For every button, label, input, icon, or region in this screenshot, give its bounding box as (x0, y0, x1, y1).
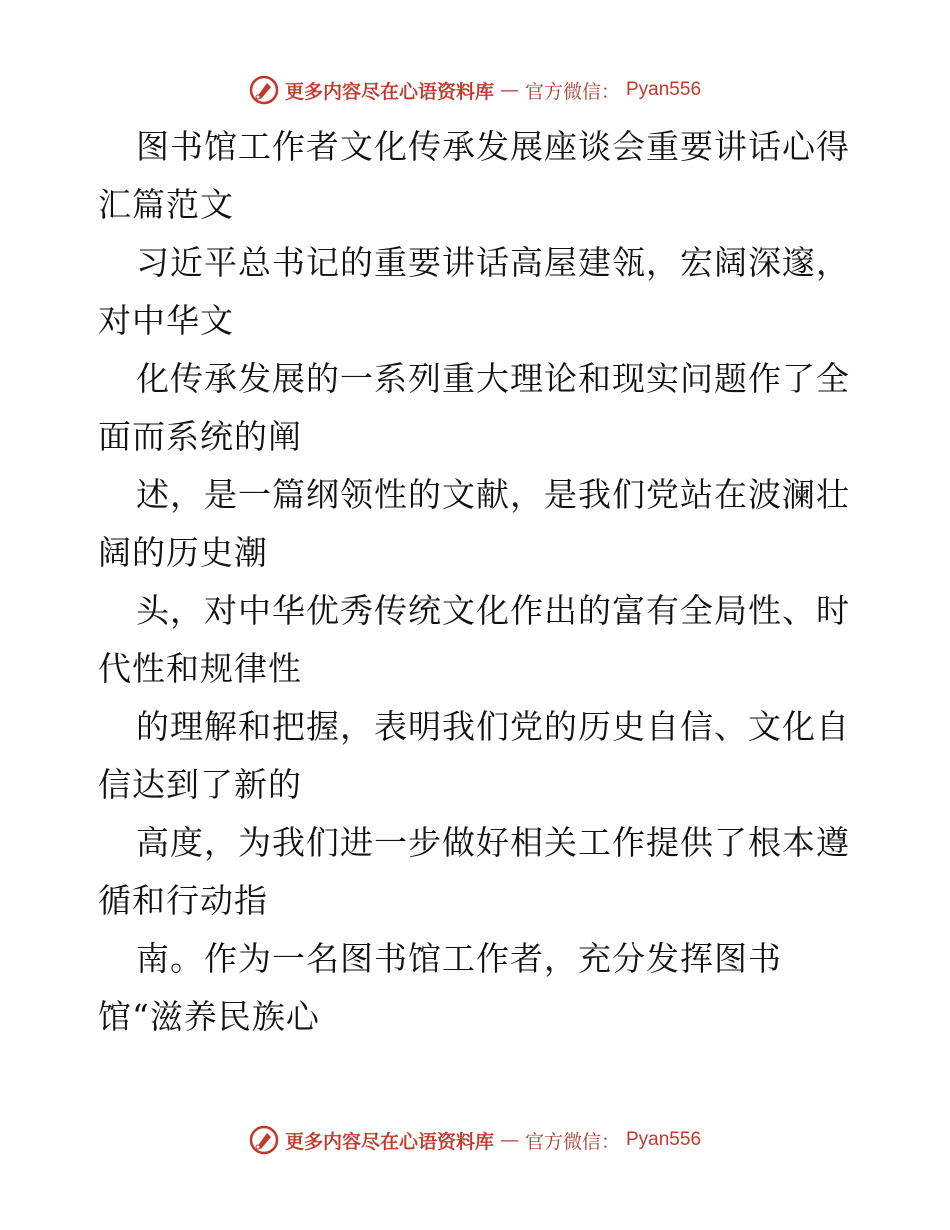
paragraph-5 (98, 582, 858, 698)
paragraph-line: 南。作为一名图书馆工作者，充分发挥图书 (136, 939, 782, 978)
footer-watermark-banner (0, 1120, 950, 1160)
paragraph-line: 馆“滋养民族心 (98, 997, 320, 1036)
paragraph-line: 面而系统的阐 (98, 417, 302, 456)
banner-main-text: 更多内容尽在心语资料库 (284, 1130, 494, 1153)
paragraph-line: 的理解和把握，表明我们党的历史自信、文化自 (136, 707, 850, 746)
document-body (98, 118, 858, 1046)
paragraph-line: 信达到了新的 (98, 765, 302, 804)
paragraph-line: 习近平总书记的重要讲话高屋建瓴，宏阔深邃， (136, 243, 850, 282)
banner-wechat-id: Pyan556 (626, 79, 702, 100)
paragraph-line: 代性和规律性 (98, 649, 302, 688)
header-watermark-banner (0, 70, 950, 110)
paragraph-6 (98, 698, 858, 814)
banner-main-text: 更多内容尽在心语资料库 (284, 80, 494, 103)
pen-nib-icon (249, 1125, 279, 1155)
paragraph-1 (98, 118, 858, 234)
pen-nib-icon (249, 75, 279, 105)
paragraph-line: 图书馆工作者文化传承发展座谈会重要讲话心得 (136, 127, 850, 166)
paragraph-line: 汇篇范文 (98, 185, 234, 224)
paragraph-line: 头，对中华优秀传统文化作出的富有全局性、时 (136, 591, 850, 630)
paragraph-line: 阔的历史潮 (98, 533, 268, 572)
paragraph-line: 对中华文 (98, 301, 234, 340)
paragraph-3 (98, 350, 858, 466)
banner-dash: — (499, 79, 519, 101)
banner-wechat-label: 官方微信： (524, 1130, 620, 1153)
paragraph-line: 化传承发展的一系列重大理论和现实问题作了全 (136, 359, 850, 398)
paragraph-2 (98, 234, 858, 350)
banner-wechat-id: Pyan556 (626, 1129, 702, 1150)
paragraph-line: 高度，为我们进一步做好相关工作提供了根本遵 (136, 823, 850, 862)
banner-dash: — (499, 1129, 519, 1151)
paragraph-4 (98, 466, 858, 582)
paragraph-line: 循和行动指 (98, 881, 268, 920)
paragraph-8 (98, 930, 858, 1046)
paragraph-7 (98, 814, 858, 930)
paragraph-line: 述，是一篇纲领性的文献，是我们党站在波澜壮 (136, 475, 850, 514)
banner-wechat-label: 官方微信： (524, 80, 620, 103)
